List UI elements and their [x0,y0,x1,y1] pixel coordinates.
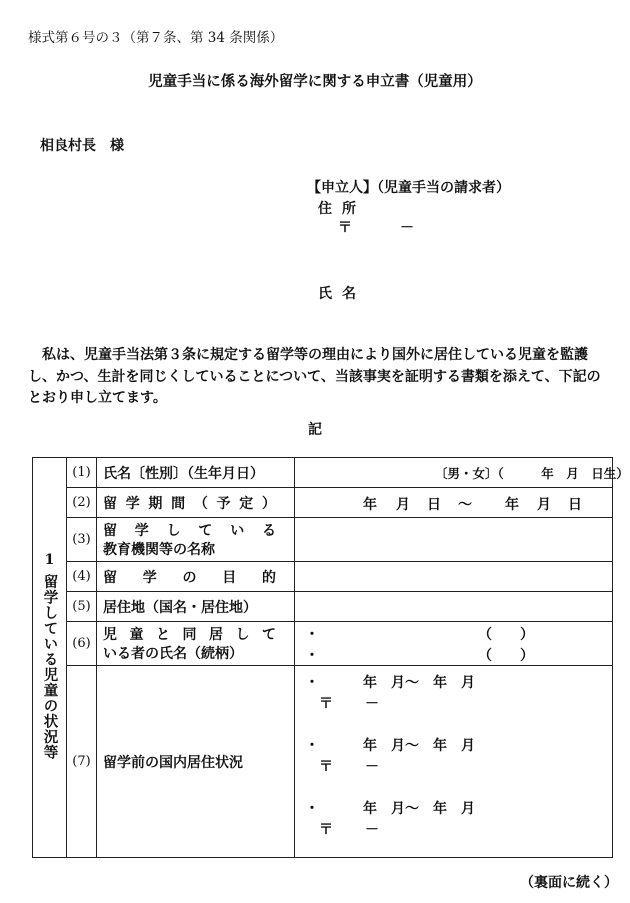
date-part: 月 [396,497,410,513]
date-part: 月 [537,497,551,513]
row-number: (5) [67,592,97,622]
label-char: 留 [103,495,117,512]
institution-label-line1 [103,520,294,540]
label-char: 定 [239,495,254,512]
status-table [32,457,629,858]
bullet: ・ [305,801,319,817]
postal-mark: 〒 [319,696,333,712]
postal-dash: － [365,696,379,712]
table-row [33,622,613,666]
postal-mark: 〒 [319,759,333,775]
row-number: (4) [67,562,97,592]
label-char: い [230,522,245,539]
cohabitant-label-line2: いる者の氏名（続柄） [103,645,243,662]
table-row [33,518,613,562]
label-char: し [235,626,250,643]
table-row [33,488,613,518]
date-part: 日 [427,497,441,513]
statement-text: 私は、児童手当法第３条に規定する留学等の理由により国外に居住している児童を監護し、かつ、生計を同じくしていることについて、当該事実を証明する書類を添えて、下記のとおり申し立てます。 [28,347,601,406]
label-char: 目 [222,569,237,586]
section-number: 1 [44,551,55,568]
date-part: ～ [458,497,472,513]
row-label [97,622,295,666]
row-label [97,562,295,592]
label-char: 期 [148,495,163,512]
postal-dash: － [400,220,414,236]
date-part: 年 [363,497,377,513]
name-gender-birth-field[interactable] [295,458,629,488]
label-char: て [262,626,276,643]
table-row [33,592,613,622]
section-label: 留学している児童の状況等 [41,573,59,760]
continue-note: （裏面に続く） [520,875,618,891]
form-number: 様式第６号の３（第７条、第 34 条関係） [28,30,284,46]
institution-name-field[interactable] [295,518,613,562]
date-part: 年 [505,497,519,513]
label-char: の [182,569,197,586]
label-char: 児 [103,626,117,643]
bullet: ・ [305,675,319,691]
label-char: 的 [262,569,276,586]
label-char: 留 [103,569,117,586]
label-char: し [166,522,181,539]
label-char: 学 [134,522,149,539]
date-part: 日 [568,497,582,513]
label-char: 学 [142,569,157,586]
label-char: 童 [129,626,144,643]
label-char: （ [193,495,208,512]
bullet: ・ [305,627,319,643]
label-char: 留 [103,522,117,539]
period-label-spread [103,493,294,513]
label-char: と [156,626,170,643]
label-char: る [261,522,276,539]
row-number: (2) [67,488,97,518]
institution-label-line2: 教育機関等の名称 [103,541,215,558]
label-char: 同 [182,626,197,643]
label-char: 学 [125,495,140,512]
row-label: 留学前の国内居住状況 [97,666,295,858]
label-char: 居 [209,626,223,643]
relation-paren: （ ） [478,627,534,643]
residence-period: 年 月～ 年 月 [363,675,475,691]
postal-dash: － [365,759,379,775]
postal-mark: 〒 [319,822,333,838]
cohabitant-label-line1 [103,624,294,644]
label-char: ） [261,495,276,512]
purpose-label-spread [103,567,294,587]
study-period-field[interactable] [295,488,613,518]
cohabitant-field[interactable] [295,622,613,666]
row-label: 氏名〔性別〕（生年月日） [97,458,295,488]
section-cell [33,458,67,858]
bullet: ・ [305,648,319,664]
study-purpose-field[interactable] [295,562,613,592]
document-title: 児童手当に係る海外留学に関する申立書（児童用） [148,73,482,90]
relation-paren: （ ） [478,648,534,664]
table-row [33,458,613,488]
residence-period: 年 月～ 年 月 [363,801,475,817]
row-label [97,518,295,562]
bullet: ・ [305,738,319,754]
label-char: て [198,522,213,539]
postal-dash: － [365,822,379,838]
applicant-heading: 【申立人】（児童手当の請求者） [307,180,510,196]
address-label: 住所 [318,201,366,217]
label-char: 間 [171,495,186,512]
label-char: 予 [216,495,231,512]
row-number: (1) [67,458,97,488]
addressee: 相良村長 様 [40,138,124,154]
row-number: (7) [67,666,97,858]
postal-mark: 〒 [338,220,352,236]
row-label [97,488,295,518]
residence-period: 年 月～ 年 月 [363,738,475,754]
residence-field[interactable] [295,592,613,622]
ki-heading: 記 [308,422,322,438]
name-label: 氏名 [318,286,366,302]
row-number: (3) [67,518,97,562]
table-row [33,562,613,592]
row-number: (6) [67,622,97,666]
row-label: 居住地（国名・居住地） [97,592,295,622]
prior-residence-field[interactable] [295,666,613,858]
table-row [33,666,613,858]
gender-birth-text: 〔男・女〕（ 年 月 日生） [435,466,629,481]
